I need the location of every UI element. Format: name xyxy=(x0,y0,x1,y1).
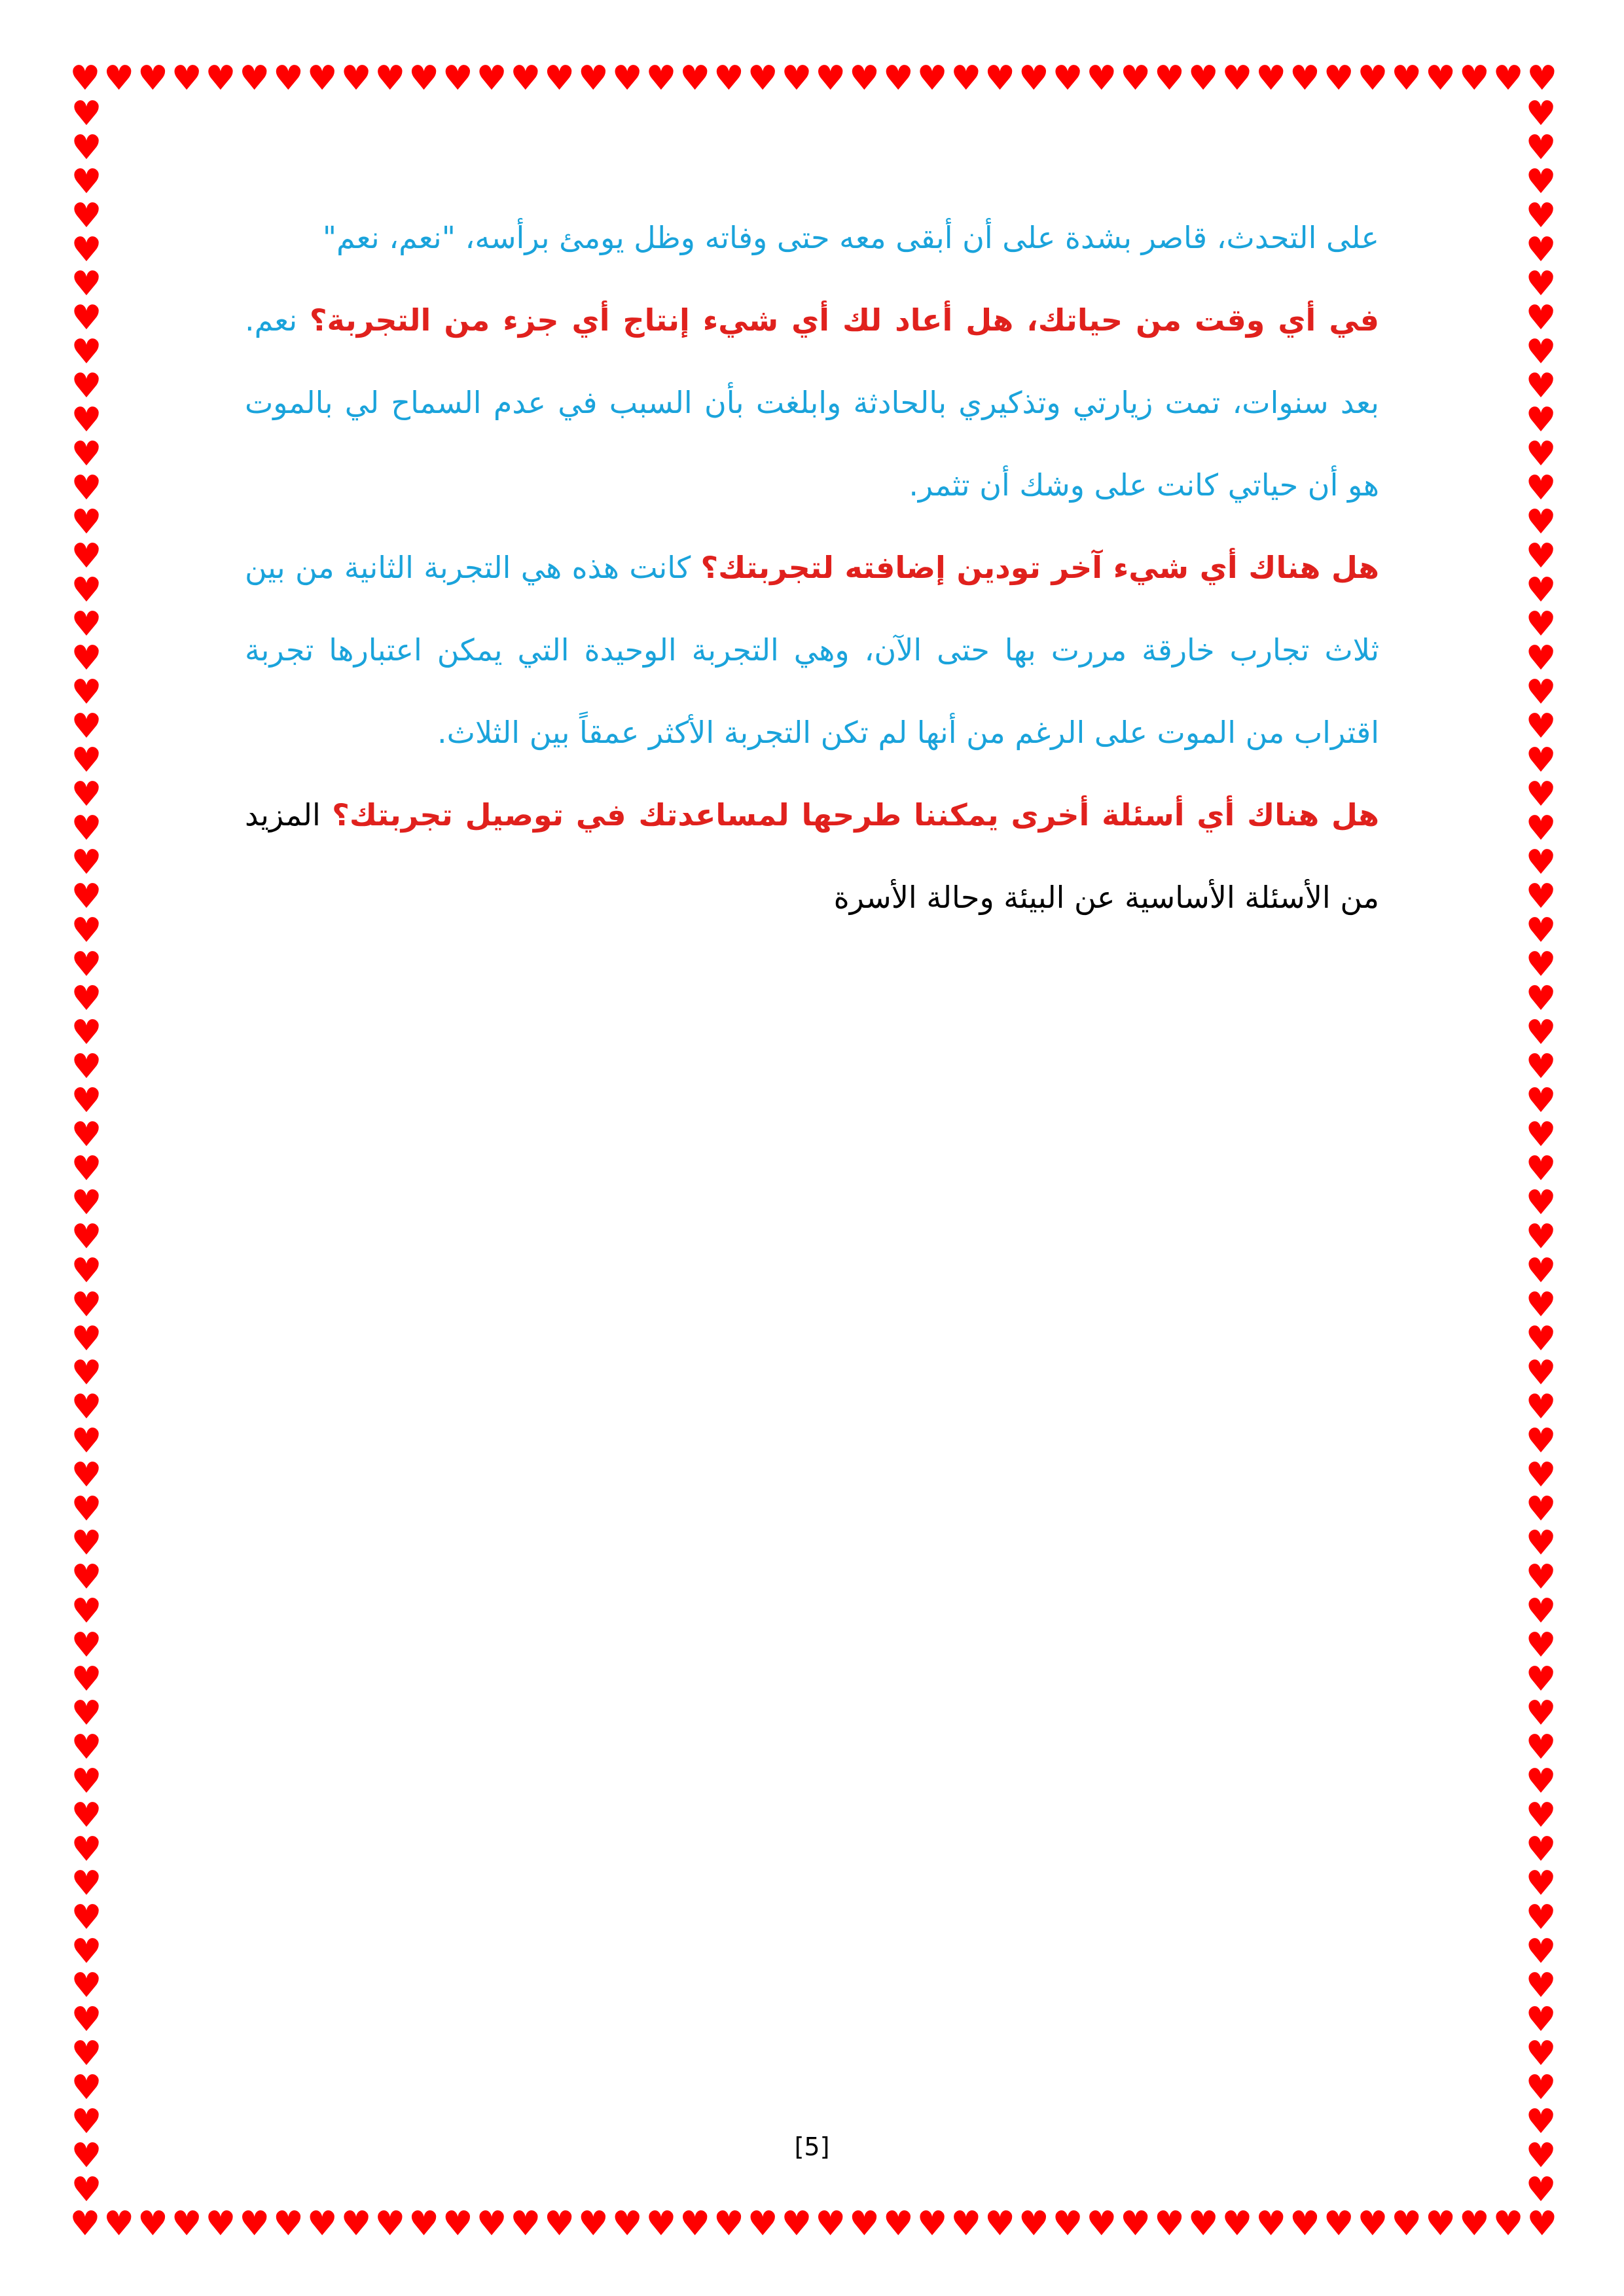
heart-icon: ♥ xyxy=(1525,2136,1557,2176)
heart-icon: ♥ xyxy=(1525,809,1557,848)
heart-icon: ♥ xyxy=(1525,2170,1557,2210)
heart-icon: ♥ xyxy=(611,2204,643,2244)
heart-icon: ♥ xyxy=(781,2204,812,2244)
heart-icon: ♥ xyxy=(1120,2204,1151,2244)
heart-icon: ♥ xyxy=(1458,59,1490,98)
heart-icon: ♥ xyxy=(408,59,439,98)
heart-icon: ♥ xyxy=(442,59,473,98)
heart-icon: ♥ xyxy=(1525,2000,1557,2039)
heart-icon: ♥ xyxy=(1120,59,1151,98)
heart-icon: ♥ xyxy=(747,59,778,98)
paragraph-3 xyxy=(245,526,1379,774)
heart-icon: ♥ xyxy=(1525,2034,1557,2073)
heart-icon: ♥ xyxy=(71,741,102,780)
heart-icon: ♥ xyxy=(1525,775,1557,814)
heart-icon: ♥ xyxy=(408,2204,439,2244)
heart-icon: ♥ xyxy=(781,59,812,98)
heart-icon: ♥ xyxy=(1086,59,1117,98)
heart-icon: ♥ xyxy=(1290,2204,1320,2244)
heart-icon: ♥ xyxy=(1525,1456,1557,1495)
heart-icon: ♥ xyxy=(374,59,406,98)
heart-icon: ♥ xyxy=(950,59,982,98)
heart-icon: ♥ xyxy=(1525,1660,1557,1699)
heart-icon: ♥ xyxy=(71,1183,102,1223)
heart-icon: ♥ xyxy=(69,59,101,98)
heart-icon: ♥ xyxy=(273,59,304,98)
heart-icon: ♥ xyxy=(1525,1354,1557,1393)
heart-icon: ♥ xyxy=(1525,94,1557,134)
heart-icon: ♥ xyxy=(1525,1388,1557,1427)
heart-icon: ♥ xyxy=(1525,1558,1557,1597)
heart-icon: ♥ xyxy=(71,1864,102,1903)
heart-icon: ♥ xyxy=(71,1524,102,1563)
heart-icon: ♥ xyxy=(71,2136,102,2176)
heart-icon: ♥ xyxy=(340,2204,372,2244)
heart-icon: ♥ xyxy=(1052,2204,1083,2244)
heart-icon: ♥ xyxy=(71,1558,102,1597)
page-border-bottom xyxy=(68,2206,1559,2242)
heart-icon: ♥ xyxy=(1525,435,1557,474)
heart-icon: ♥ xyxy=(71,1285,102,1325)
heart-icon: ♥ xyxy=(71,1422,102,1461)
heart-icon: ♥ xyxy=(1187,59,1219,98)
heart-icon: ♥ xyxy=(1525,1422,1557,1461)
heart-icon: ♥ xyxy=(71,503,102,542)
heart-icon: ♥ xyxy=(1357,59,1388,98)
heart-icon: ♥ xyxy=(71,571,102,610)
heart-icon: ♥ xyxy=(815,59,846,98)
heart-icon: ♥ xyxy=(645,2204,677,2244)
heart-icon: ♥ xyxy=(374,2204,406,2244)
heart-icon: ♥ xyxy=(1255,2204,1286,2244)
paragraph-4 xyxy=(245,774,1379,939)
heart-icon: ♥ xyxy=(1525,537,1557,576)
heart-icon: ♥ xyxy=(476,2204,507,2244)
heart-icon: ♥ xyxy=(1525,1490,1557,1529)
heart-icon: ♥ xyxy=(1492,59,1524,98)
heart-icon: ♥ xyxy=(71,605,102,644)
heart-icon: ♥ xyxy=(71,1251,102,1291)
heart-icon: ♥ xyxy=(1323,2204,1354,2244)
heart-icon: ♥ xyxy=(71,1388,102,1427)
heart-icon: ♥ xyxy=(1525,503,1557,542)
heart-icon: ♥ xyxy=(1525,1285,1557,1325)
heart-icon: ♥ xyxy=(1526,2204,1558,2244)
heart-icon: ♥ xyxy=(71,843,102,882)
heart-icon: ♥ xyxy=(71,775,102,814)
heart-icon: ♥ xyxy=(1525,1898,1557,1937)
heart-icon: ♥ xyxy=(1052,59,1083,98)
heart-icon: ♥ xyxy=(71,94,102,134)
heart-icon: ♥ xyxy=(1492,2204,1524,2244)
heart-icon: ♥ xyxy=(1221,59,1253,98)
heart-icon: ♥ xyxy=(442,2204,473,2244)
heart-icon: ♥ xyxy=(1525,1762,1557,1801)
heart-icon: ♥ xyxy=(1525,911,1557,950)
paragraph-2 xyxy=(245,279,1379,526)
heart-icon: ♥ xyxy=(1525,128,1557,168)
heart-icon: ♥ xyxy=(1525,2068,1557,2108)
heart-icon: ♥ xyxy=(137,59,168,98)
heart-icon: ♥ xyxy=(1525,1149,1557,1189)
heart-icon: ♥ xyxy=(1525,2102,1557,2142)
heart-icon: ♥ xyxy=(510,59,541,98)
heart-icon: ♥ xyxy=(1525,230,1557,270)
heart-icon: ♥ xyxy=(71,673,102,712)
answer-text: كانت هذه هي التجربة الثانية من بين ثلاث تجارب خارقة مررت بها حتى الآن، وهي التجربة الوحيدة التي يمكن اعتبارها تجربة اقتراب من الموت على الرغم من أنها لم تكن التجربة الأكثر عمقاً بين الثلاث. xyxy=(245,550,1379,750)
heart-icon: ♥ xyxy=(1425,59,1456,98)
question-text: في أي وقت من حياتك، هل أعاد لك أي شيء إنتاج أي جزء من التجربة؟ xyxy=(309,302,1379,338)
heart-icon: ♥ xyxy=(71,2000,102,2039)
heart-icon: ♥ xyxy=(544,2204,575,2244)
heart-icon: ♥ xyxy=(1391,2204,1422,2244)
heart-icon: ♥ xyxy=(882,2204,914,2244)
heart-icon: ♥ xyxy=(916,59,948,98)
heart-icon: ♥ xyxy=(71,1694,102,1733)
document-body xyxy=(245,196,1379,939)
heart-icon: ♥ xyxy=(645,59,677,98)
heart-icon: ♥ xyxy=(1525,469,1557,508)
question-text: هل هناك أي شيء آخر تودين إضافته لتجربتك؟ xyxy=(700,550,1379,585)
heart-icon: ♥ xyxy=(71,1149,102,1189)
heart-icon: ♥ xyxy=(71,945,102,984)
heart-icon: ♥ xyxy=(611,59,643,98)
heart-icon: ♥ xyxy=(1525,196,1557,236)
heart-icon: ♥ xyxy=(1019,2204,1049,2244)
heart-icon: ♥ xyxy=(1525,1796,1557,1835)
heart-icon: ♥ xyxy=(1525,298,1557,338)
heart-icon: ♥ xyxy=(1525,401,1557,440)
heart-icon: ♥ xyxy=(340,59,372,98)
heart-icon: ♥ xyxy=(1525,605,1557,644)
heart-icon: ♥ xyxy=(71,537,102,576)
heart-icon: ♥ xyxy=(71,1047,102,1086)
page-number: [5] xyxy=(794,2132,830,2161)
heart-icon: ♥ xyxy=(1525,1864,1557,1903)
heart-icon: ♥ xyxy=(1526,59,1558,98)
heart-icon: ♥ xyxy=(1525,1081,1557,1121)
heart-icon: ♥ xyxy=(1525,367,1557,406)
heart-icon: ♥ xyxy=(950,2204,982,2244)
heart-icon: ♥ xyxy=(713,59,744,98)
heart-icon: ♥ xyxy=(71,1626,102,1665)
heart-icon: ♥ xyxy=(71,1319,102,1359)
heart-icon: ♥ xyxy=(1525,1830,1557,1869)
heart-icon: ♥ xyxy=(1525,1592,1557,1631)
answer-text: على التحدث، قاصر بشدة على أن أبقى معه حتى وفاته وظل يومئ برأسه، "نعم، نعم" xyxy=(322,220,1379,255)
heart-icon: ♥ xyxy=(849,59,880,98)
heart-icon: ♥ xyxy=(1290,59,1320,98)
heart-icon: ♥ xyxy=(71,128,102,168)
heart-icon: ♥ xyxy=(1154,59,1185,98)
heart-icon: ♥ xyxy=(71,2034,102,2073)
heart-icon: ♥ xyxy=(849,2204,880,2244)
heart-icon: ♥ xyxy=(1525,1013,1557,1052)
heart-icon: ♥ xyxy=(71,1898,102,1937)
heart-icon: ♥ xyxy=(71,1728,102,1767)
heart-icon: ♥ xyxy=(1525,979,1557,1018)
page-border-right xyxy=(1523,94,1559,2210)
heart-icon: ♥ xyxy=(1525,1047,1557,1086)
heart-icon: ♥ xyxy=(679,2204,710,2244)
heart-icon: ♥ xyxy=(1391,59,1422,98)
heart-icon: ♥ xyxy=(71,809,102,848)
heart-icon: ♥ xyxy=(1425,2204,1456,2244)
heart-icon: ♥ xyxy=(71,264,102,304)
answer-text: المزيد من الأسئلة الأساسية عن البيئة وحالة الأسرة xyxy=(245,797,1379,915)
heart-icon: ♥ xyxy=(1525,707,1557,746)
question-text: هل هناك أي أسئلة أخرى يمكننا طرحها لمساعدتك في توصيل تجربتك؟ xyxy=(332,797,1379,833)
heart-icon: ♥ xyxy=(71,1592,102,1631)
heart-icon: ♥ xyxy=(1323,59,1354,98)
heart-icon: ♥ xyxy=(71,1830,102,1869)
heart-icon: ♥ xyxy=(1525,639,1557,678)
heart-icon: ♥ xyxy=(1221,2204,1253,2244)
heart-icon: ♥ xyxy=(815,2204,846,2244)
heart-icon: ♥ xyxy=(1525,1694,1557,1733)
heart-icon: ♥ xyxy=(71,298,102,338)
heart-icon: ♥ xyxy=(544,59,575,98)
heart-icon: ♥ xyxy=(205,59,236,98)
heart-icon: ♥ xyxy=(71,1660,102,1699)
heart-icon: ♥ xyxy=(71,230,102,270)
heart-icon: ♥ xyxy=(1525,843,1557,882)
heart-icon: ♥ xyxy=(71,1762,102,1801)
heart-icon: ♥ xyxy=(171,59,202,98)
heart-icon: ♥ xyxy=(71,2102,102,2142)
heart-icon: ♥ xyxy=(1525,1966,1557,2005)
heart-icon: ♥ xyxy=(1525,1183,1557,1223)
heart-icon: ♥ xyxy=(1525,162,1557,202)
heart-icon: ♥ xyxy=(1525,945,1557,984)
heart-icon: ♥ xyxy=(103,2204,134,2244)
heart-icon: ♥ xyxy=(916,2204,948,2244)
heart-icon: ♥ xyxy=(69,2204,101,2244)
heart-icon: ♥ xyxy=(1525,1319,1557,1359)
heart-icon: ♥ xyxy=(71,2068,102,2108)
heart-icon: ♥ xyxy=(71,1081,102,1121)
heart-icon: ♥ xyxy=(137,2204,168,2244)
heart-icon: ♥ xyxy=(1525,332,1557,372)
heart-icon: ♥ xyxy=(1525,264,1557,304)
heart-icon: ♥ xyxy=(71,1456,102,1495)
heart-icon: ♥ xyxy=(71,435,102,474)
heart-icon: ♥ xyxy=(306,2204,338,2244)
heart-icon: ♥ xyxy=(1255,59,1286,98)
heart-icon: ♥ xyxy=(1525,1251,1557,1291)
heart-icon: ♥ xyxy=(71,1796,102,1835)
heart-icon: ♥ xyxy=(306,59,338,98)
heart-icon: ♥ xyxy=(71,639,102,678)
heart-icon: ♥ xyxy=(71,911,102,950)
answer-text: نعم. بعد سنوات، تمت زيارتي وتذكيري بالحادثة وابلغت بأن السبب في عدم السماح لي بالموت هو أن حياتي كانت على وشك أن تثمر. xyxy=(245,302,1379,503)
heart-icon: ♥ xyxy=(510,2204,541,2244)
heart-icon: ♥ xyxy=(239,2204,270,2244)
heart-icon: ♥ xyxy=(71,1932,102,1971)
heart-icon: ♥ xyxy=(882,59,914,98)
heart-icon: ♥ xyxy=(71,1217,102,1257)
heart-icon: ♥ xyxy=(71,162,102,202)
heart-icon: ♥ xyxy=(71,469,102,508)
heart-icon: ♥ xyxy=(984,2204,1015,2244)
heart-icon: ♥ xyxy=(476,59,507,98)
heart-icon: ♥ xyxy=(1357,2204,1388,2244)
heart-icon: ♥ xyxy=(1525,1626,1557,1665)
heart-icon: ♥ xyxy=(71,877,102,916)
heart-icon: ♥ xyxy=(71,1966,102,2005)
heart-icon: ♥ xyxy=(71,1490,102,1529)
heart-icon: ♥ xyxy=(713,2204,744,2244)
paragraph-1 xyxy=(245,196,1379,279)
heart-icon: ♥ xyxy=(71,1354,102,1393)
heart-icon: ♥ xyxy=(1525,1217,1557,1257)
heart-icon: ♥ xyxy=(1525,1932,1557,1971)
heart-icon: ♥ xyxy=(1525,1524,1557,1563)
heart-icon: ♥ xyxy=(747,2204,778,2244)
heart-icon: ♥ xyxy=(679,59,710,98)
heart-icon: ♥ xyxy=(71,367,102,406)
heart-icon: ♥ xyxy=(1525,1115,1557,1155)
heart-icon: ♥ xyxy=(71,979,102,1018)
heart-icon: ♥ xyxy=(103,59,134,98)
heart-icon: ♥ xyxy=(578,59,609,98)
heart-icon: ♥ xyxy=(205,2204,236,2244)
heart-icon: ♥ xyxy=(71,1013,102,1052)
heart-icon: ♥ xyxy=(71,401,102,440)
heart-icon: ♥ xyxy=(71,196,102,236)
heart-icon: ♥ xyxy=(1458,2204,1490,2244)
heart-icon: ♥ xyxy=(984,59,1015,98)
heart-icon: ♥ xyxy=(171,2204,202,2244)
heart-icon: ♥ xyxy=(1525,1728,1557,1767)
heart-icon: ♥ xyxy=(71,2170,102,2210)
heart-icon: ♥ xyxy=(1525,673,1557,712)
heart-icon: ♥ xyxy=(273,2204,304,2244)
heart-icon: ♥ xyxy=(71,1115,102,1155)
heart-icon: ♥ xyxy=(1187,2204,1219,2244)
page-border-left xyxy=(68,94,105,2210)
heart-icon: ♥ xyxy=(1525,571,1557,610)
page-border-top xyxy=(68,60,1559,97)
heart-icon: ♥ xyxy=(71,332,102,372)
heart-icon: ♥ xyxy=(1154,2204,1185,2244)
heart-icon: ♥ xyxy=(1525,741,1557,780)
heart-icon: ♥ xyxy=(71,707,102,746)
heart-icon: ♥ xyxy=(1019,59,1049,98)
heart-icon: ♥ xyxy=(1086,2204,1117,2244)
heart-icon: ♥ xyxy=(1525,877,1557,916)
heart-icon: ♥ xyxy=(578,2204,609,2244)
heart-icon: ♥ xyxy=(239,59,270,98)
